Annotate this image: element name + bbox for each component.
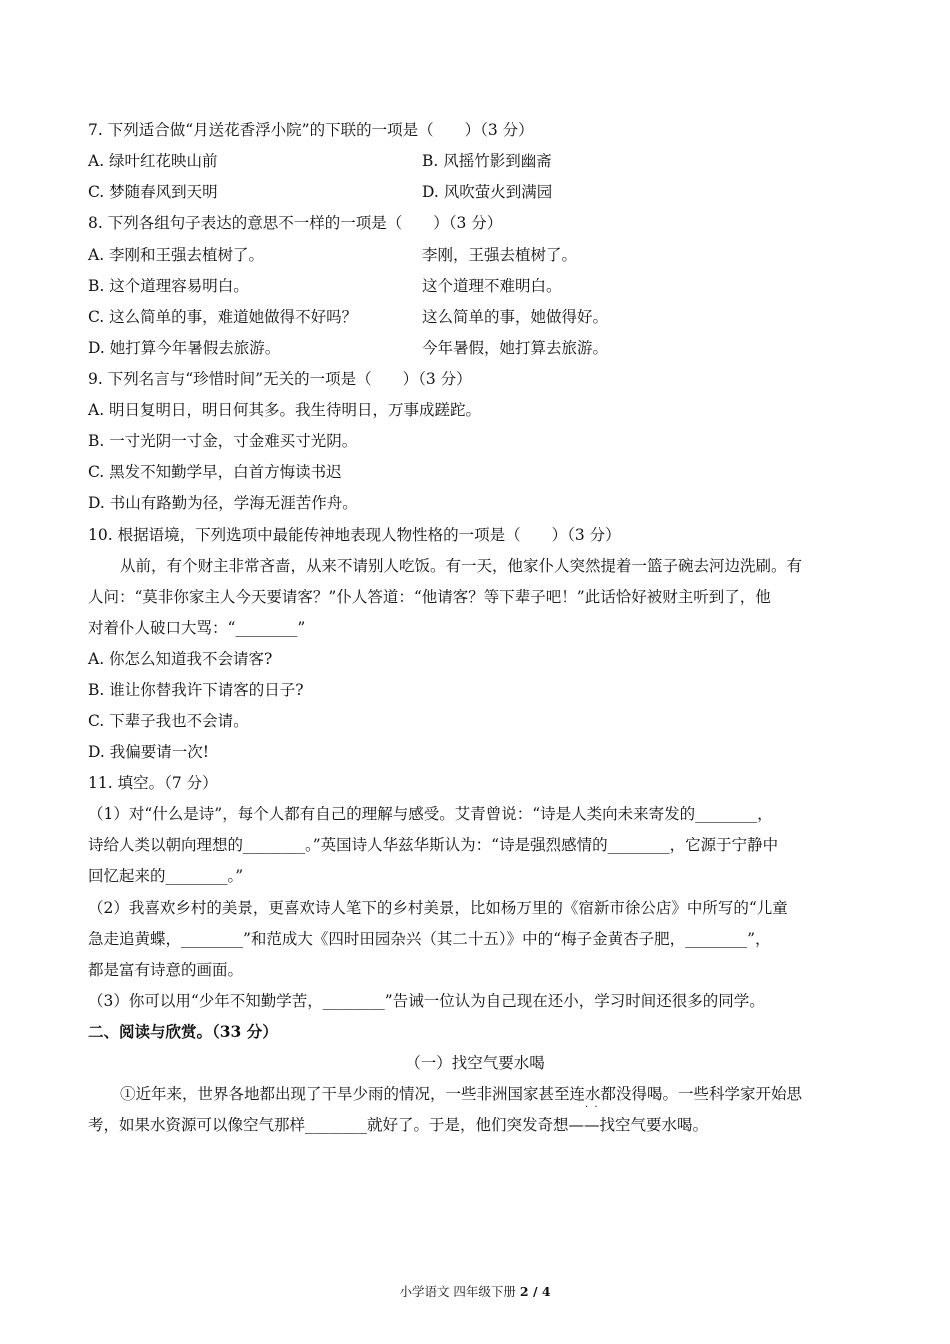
passage-para-line-2: 考，如果水资源可以像空气那样________就好了。于是，他们突发奇想——找空气要水喝。 xyxy=(88,1116,709,1134)
q7-option-d: D. 风吹萤火到满园 xyxy=(422,183,553,201)
q10-option-d: D. 我偏要请一次! xyxy=(88,743,209,761)
q10-option-c: C. 下辈子我也不会请。 xyxy=(88,712,249,730)
q10-stem: 10. 根据语境，下列选项中最能传神地表现人物性格的一项是（ ）（3 分） xyxy=(88,526,621,544)
q11-line-1: （1）对“什么是诗”，每个人都有自己的理解与感受。艾青曾说：“诗是人类向未来寄发的________， xyxy=(88,805,773,823)
q7-option-c: C. 梦随春风到天明 xyxy=(88,183,218,201)
q8-row-b-left: B. 这个道理容易明白。 xyxy=(88,277,249,295)
q8-row-b-right: 这个道理不难明白。 xyxy=(422,277,562,295)
q7-option-a: A. 绿叶红花映山前 xyxy=(88,152,218,170)
q7-stem: 7. 下列适合做“月送花香浮小院”的下联的一项是（ ）（3 分） xyxy=(88,121,534,139)
passage-title: （一）找空气要水喝 xyxy=(405,1054,545,1072)
q11-line-4: （2）我喜欢乡村的美景，更喜欢诗人笔下的乡村美景，比如杨万里的《宿新市徐公店》中所写的“儿童 xyxy=(88,899,788,917)
q11-line-5: 急走追黄蝶，________”和范成大《四时田园杂兴（其二十五）》中的“梅子金黄杏子肥，________”， xyxy=(88,930,771,948)
q9-option-c: C. 黑发不知勤学早，白首方悔读书迟 xyxy=(88,463,342,481)
q11-line-7: （3）你可以用“少年不知勤学苦，________”告诫一位认为自己现在还小，学习时间还很多的同学。 xyxy=(88,992,765,1010)
q8-row-c-right: 这么简单的事，她做得好。 xyxy=(422,308,609,326)
q8-row-a-left: A. 李刚和王强去植树了。 xyxy=(88,246,265,264)
footer-page-number: 2 / 4 xyxy=(519,1284,551,1299)
footer-text: 小学语文 四年级下册 xyxy=(399,1284,520,1299)
q8-row-d-right: 今年暑假，她打算去旅游。 xyxy=(422,339,609,357)
q11-stem: 11. 填空。（7 分） xyxy=(88,774,218,792)
section-heading: 二、阅读与欣赏。（33 分） xyxy=(88,1022,278,1041)
q10-passage-line-2: 人问：“莫非你家主人今天要请客？”仆人答道：“他请客？等下辈子吧！”此话恰好被财主听到了，他 xyxy=(88,588,771,606)
q11-line-2: 诗给人类以朝向理想的________。”英国诗人华兹华斯认为：“诗是强烈感情的________，它源于宁静中 xyxy=(88,836,779,854)
q9-option-a: A. 明日复明日，明日何其多。我生待明日，万事成蹉跎。 xyxy=(88,401,482,419)
q9-option-d: D. 书山有路勤为径，学海无涯苦作舟。 xyxy=(88,494,358,512)
q10-passage-line-3: 对着仆人破口大骂：“________” xyxy=(88,619,306,637)
emphasis-dots: · · xyxy=(585,1102,598,1113)
q10-passage-line-1: 从前，有个财主非常吝啬，从来不请别人吃饭。有一天，他家仆人突然提着一篮子碗去河边洗刷。有 xyxy=(120,557,803,575)
q10-option-b: B. 谁让你替我许下请客的日子? xyxy=(88,681,304,699)
q11-line-6: 都是富有诗意的画面。 xyxy=(88,961,244,979)
passage-para-line-1: ①近年来，世界各地都出现了干旱少雨的情况，一些非洲国家甚至连水都没得喝。一些科学家开始思 xyxy=(120,1085,803,1103)
page-footer xyxy=(0,1282,950,1300)
q11-line-3: 回忆起来的________。” xyxy=(88,867,244,885)
q10-option-a: A. 你怎么知道我不会请客? xyxy=(88,650,273,668)
q7-option-b: B. 风摇竹影到幽斋 xyxy=(422,152,552,170)
q8-row-c-left: C. 这么简单的事，难道她做得不好吗？ xyxy=(88,308,358,326)
q9-stem: 9. 下列名言与“珍惜时间”无关的一项是（ ）（3 分） xyxy=(88,370,472,388)
q8-stem: 8. 下列各组句子表达的意思不一样的一项是（ ）（3 分） xyxy=(88,214,503,232)
q9-option-b: B. 一寸光阴一寸金，寸金难买寸光阴。 xyxy=(88,432,358,450)
q8-row-d-left: D. 她打算今年暑假去旅游。 xyxy=(88,339,281,357)
q8-row-a-right: 李刚，王强去植树了。 xyxy=(422,246,578,264)
